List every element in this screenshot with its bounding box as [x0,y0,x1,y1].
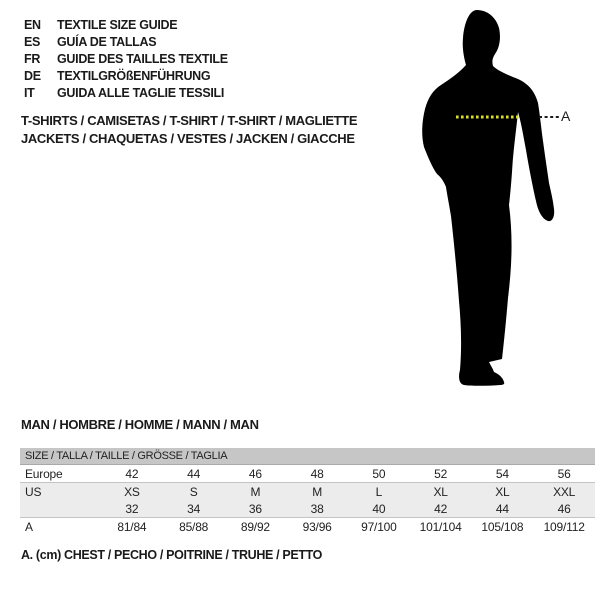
lang-label: GUIDE DES TAILLES TEXTILE [57,52,228,66]
size-cell: M [286,483,348,501]
size-cell: M [225,483,287,501]
size-cell: XL [472,483,534,501]
size-table-header-row [20,448,595,465]
category-line-jackets: JACKETS / CHAQUETAS / VESTES / JACKEN / GIACCHE [21,131,355,146]
size-cell: 44 [472,500,534,518]
man-silhouette [422,10,554,386]
size-table [20,448,595,535]
size-table-header: SIZE / TALLA / TAILLE / GRÖSSE / TAGLIA [20,448,595,465]
lang-code: IT [24,86,35,100]
size-cell: 36 [225,500,287,518]
size-cell: 46 [533,500,595,518]
size-cell: 50 [348,465,410,483]
size-cell: 97/100 [361,519,397,534]
size-cell: 46 [225,465,287,483]
size-cell: 44 [163,465,225,483]
size-cell: 54 [472,465,534,483]
size-cell: 101/104 [419,519,462,534]
table-row-chest-a [20,518,595,536]
size-cell: 32 [101,500,163,518]
size-cell: L [348,483,410,501]
lang-code: EN [24,18,41,32]
size-cell: XL [410,483,472,501]
size-cell: 105/108 [481,519,524,534]
category-line-tshirts: T-SHIRTS / CAMISETAS / T-SHIRT / T-SHIRT / MAGLIETTE [21,113,358,128]
size-cell: 38 [286,500,348,518]
table-row-europe [20,465,595,483]
size-cell: 48 [286,465,348,483]
section-label-man: MAN / HOMBRE / HOMME / MANN / MAN [21,417,259,432]
lang-code: ES [24,35,41,49]
lang-label: GUIDA ALLE TAGLIE TESSILI [57,86,225,100]
row-label: A [25,519,33,534]
measure-label-a: A [561,108,571,124]
table-row-numeric [20,500,595,518]
size-cell: 85/88 [179,519,209,534]
measurement-footnote: A. (cm) CHEST / PECHO / POITRINE / TRUHE / PETTO [21,548,323,562]
size-cell: 42 [101,465,163,483]
row-label: Europe [20,465,101,483]
size-cell: 109/112 [543,519,585,534]
table-row-us [20,483,595,501]
lang-label: TEXTILE SIZE GUIDE [57,18,178,32]
size-cell: 81/84 [117,519,147,534]
lang-label: GUÍA DE TALLAS [57,35,157,49]
size-cell: 34 [163,500,225,518]
size-cell: XXL [533,483,595,501]
size-cell: 40 [348,500,410,518]
size-cell: 42 [410,500,472,518]
row-label [20,500,101,518]
size-cell: 93/96 [302,519,332,534]
size-cell: 89/92 [240,519,270,534]
size-cell: S [163,483,225,501]
lang-label: TEXTILGRÖßENFÜHRUNG [57,69,211,83]
row-label: US [20,483,101,501]
lang-code: FR [24,52,41,66]
size-cell: 52 [410,465,472,483]
lang-code: DE [24,69,41,83]
size-cell: 56 [533,465,595,483]
size-cell: XS [101,483,163,501]
